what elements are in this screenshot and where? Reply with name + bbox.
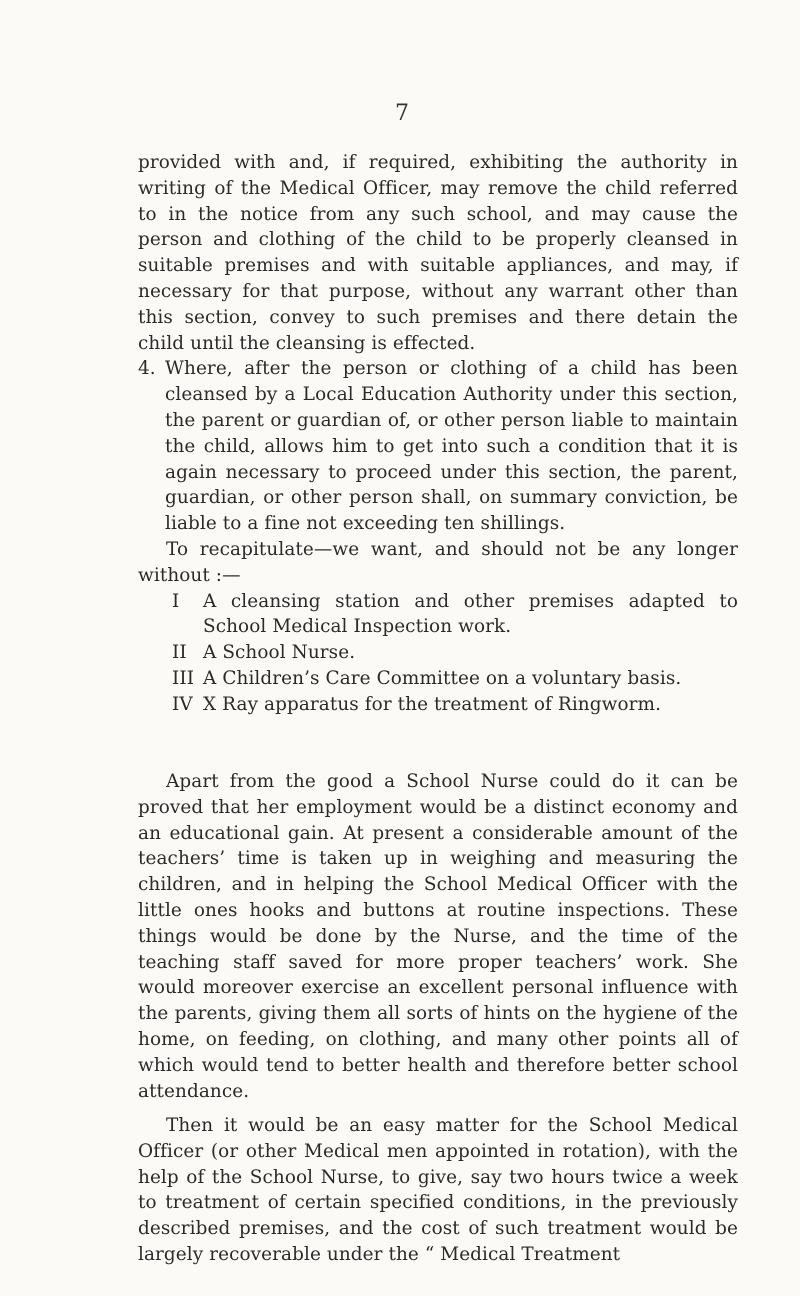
recap-list-numeral: I bbox=[172, 590, 180, 612]
nurse-paragraph-block bbox=[138, 769, 738, 1104]
recap-list-numeral: IV bbox=[172, 693, 193, 715]
treatment-paragraph-block bbox=[138, 1113, 738, 1268]
recap-list-item bbox=[172, 692, 738, 718]
recap-intro: To recapitulate—we want, and should not be any longer without :— bbox=[138, 539, 738, 586]
recap-list-item bbox=[172, 666, 738, 692]
treatment-paragraph: Then it would be an easy matter for the School Medical Officer (or other Medical men appointed in rotation), with the help of the School Nurse, to give, say two hours twice a week to treatment of certain specified conditions, in the previously described premises, and the cost of such treatment would be largely recoverable under the “ Medical Treatment bbox=[138, 1115, 738, 1265]
recap-list-text: A cleansing station and other premises adapted to School Medical Inspection work. bbox=[203, 590, 738, 638]
clause-4 bbox=[138, 356, 738, 537]
clause-4-text: Where, after the person or clothing of a child has been cleansed by a Local Education Authority under this section, the parent or guardian of, or other person liable to maintain the child, allows him to get into such a condition that it is again necessary to proceed under this section, the parent, guardian, or other person shall, on summary conviction, be liable to a fine not exceeding ten shillings. bbox=[165, 358, 738, 535]
nurse-benefits-paragraph: Apart from the good a School Nurse could do it can be proved that her employment would be a distinct economy and an educational gain. At present a considerable amount of the teachers’ time is taken up in weighing and measuring the children, and in helping the School Medical Officer with the little ones hooks and buttons at routine inspections. These things would be done by the Nurse, and the time of the teaching staff saved for more proper teachers’ work. She would moreover exercise an excellent personal influence with the parents, giving them all sorts of hints on the hygiene of the home, on feeding, on clothing, and many other points all of which would tend to better health and therefore better school attendance. bbox=[138, 771, 738, 1102]
recap-list-numeral: III bbox=[172, 667, 195, 689]
recap-list-item bbox=[172, 640, 738, 666]
recap-list-text: X Ray apparatus for the treatment of Ringworm. bbox=[203, 693, 662, 715]
recap-list-numeral: II bbox=[172, 642, 187, 664]
clause-4-number: 4. bbox=[138, 358, 156, 380]
page-number: 7 bbox=[395, 101, 409, 126]
recap-list-item bbox=[172, 589, 738, 641]
recap-list-text: A School Nurse. bbox=[203, 642, 356, 664]
recap-list-text: A Children’s Care Committee on a voluntary basis. bbox=[203, 667, 682, 689]
continuation-paragraph: provided with and, if required, exhibiting the authority in writing of the Medical Officer, may remove the child referred to in the notice from any such school, and may cause the person and clothing of the child to be properly cleansed in suitable premises and with suitable appliances, and may, if necessary for that purpose, without any warrant other than this section, convey to such premises and there detain the child until the cleansing is effected. bbox=[138, 152, 738, 354]
recap-block bbox=[138, 537, 738, 718]
clause-text-block bbox=[138, 150, 738, 537]
